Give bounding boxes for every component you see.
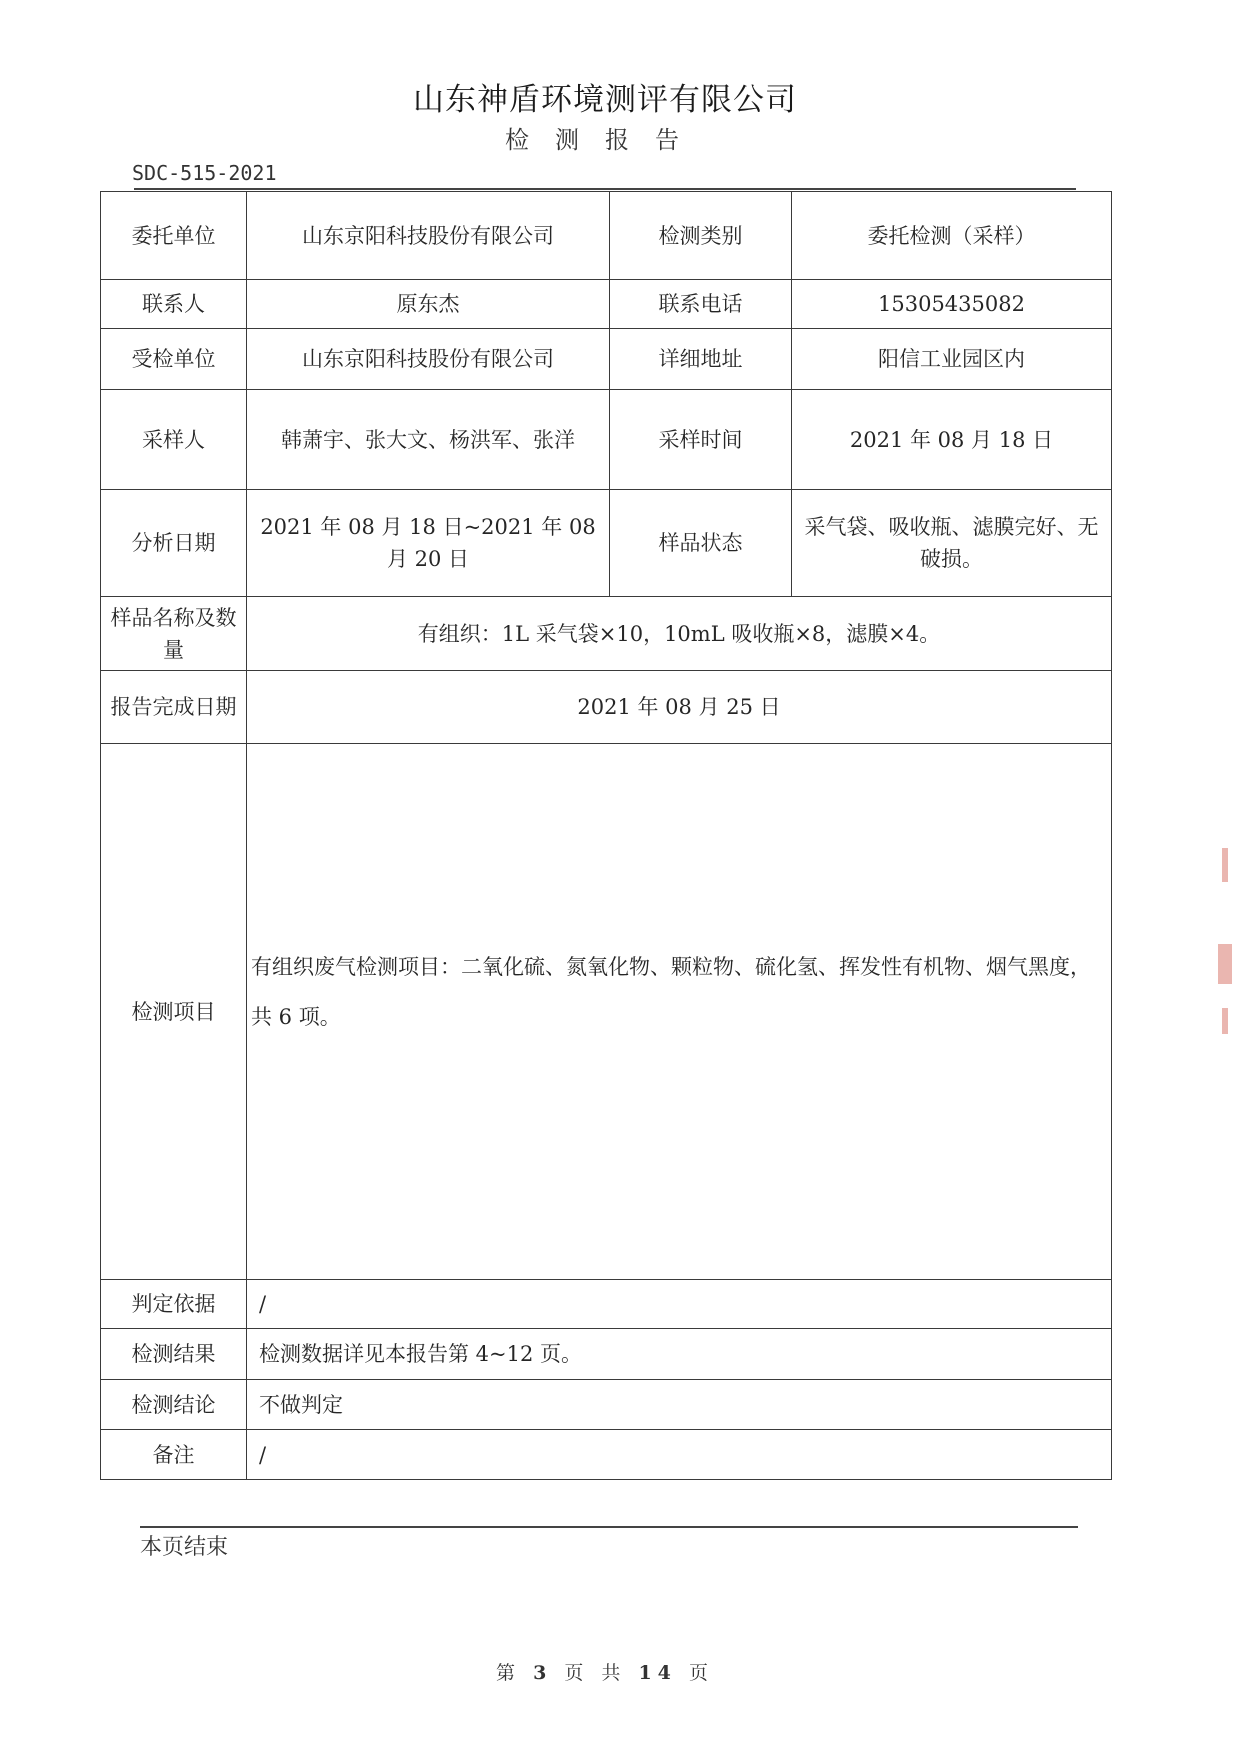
end-rule [140,1526,1078,1528]
client-label: 委托单位 [101,192,247,280]
sample-name-value: 有组织：1L 采气袋×10，10mL 吸收瓶×8，滤膜×4。 [247,597,1112,671]
test-items-value: 有组织废气检测项目：二氧化硫、氮氧化物、颗粒物、硫化氢、挥发性有机物、烟气黑度，共 6 项。 [251,954,1091,1029]
conclusion-label: 检测结论 [101,1380,247,1430]
report-subtitle: 检测报告 [505,126,705,154]
seal-fragment [1218,944,1232,984]
conclusion-value: 不做判定 [247,1380,1112,1430]
remark-label: 备注 [101,1430,247,1480]
table-row [101,1329,1112,1380]
sampling-time-label: 采样时间 [610,390,792,490]
test-items-label: 检测项目 [101,744,247,1280]
table-row [101,597,1112,671]
result-label: 检测结果 [101,1329,247,1380]
sampler-label: 采样人 [101,390,247,490]
phone-label: 联系电话 [610,280,792,329]
seal-fragment [1222,1008,1228,1034]
phone-value: 15305435082 [792,280,1112,329]
sampling-time-value: 2021 年 08 月 18 日 [792,390,1112,490]
analysis-date-label: 分析日期 [101,490,247,597]
table-row [101,329,1112,390]
footer-suffix: 页 [688,1662,714,1684]
current-page-number: 3 [533,1662,553,1684]
table-row [101,1380,1112,1430]
test-items-cell [247,744,1112,1280]
basis-value: / [247,1280,1112,1329]
table-row [101,280,1112,329]
contact-label: 联系人 [101,280,247,329]
inspected-unit-label: 受检单位 [101,329,247,390]
report-form-table [100,191,1112,1480]
completion-date-value: 2021 年 08 月 25 日 [247,671,1112,744]
address-value: 阳信工业园区内 [792,329,1112,390]
remark-value: / [247,1430,1112,1480]
page-end-note: 本页结束 [140,1535,229,1560]
client-value: 山东京阳科技股份有限公司 [247,192,610,280]
completion-date-label: 报告完成日期 [101,671,247,744]
table-row [101,1430,1112,1480]
table-row [101,490,1112,597]
sample-status-value: 采气袋、吸收瓶、滤膜完好、无破损。 [792,490,1112,597]
table-row [101,192,1112,280]
total-page-count: 14 [638,1662,677,1684]
sample-status-label: 样品状态 [610,490,792,597]
sample-name-label: 样品名称及数量 [101,597,247,671]
test-type-value: 委托检测（采样） [792,192,1112,280]
table-row [101,1280,1112,1329]
result-value: 检测数据详见本报告第 4~12 页。 [247,1329,1112,1380]
company-name: 山东神盾环境测评有限公司 [413,82,797,118]
table-row [101,744,1112,1280]
seal-fragment [1222,848,1228,882]
footer-prefix: 第 [496,1662,522,1684]
table-row [101,390,1112,490]
contact-value: 原东杰 [247,280,610,329]
report-number: SDC-515-2021 [132,161,277,185]
page-footer [0,1658,1210,1685]
inspected-unit-value: 山东京阳科技股份有限公司 [247,329,610,390]
sampler-value: 韩萧宇、张大文、杨洪军、张洋 [247,390,610,490]
analysis-date-value: 2021 年 08 月 18 日~2021 年 08 月 20 日 [247,490,610,597]
footer-middle: 页 共 [564,1662,627,1684]
basis-label: 判定依据 [101,1280,247,1329]
test-type-label: 检测类别 [610,192,792,280]
table-row [101,671,1112,744]
header-rule [134,188,1076,190]
address-label: 详细地址 [610,329,792,390]
